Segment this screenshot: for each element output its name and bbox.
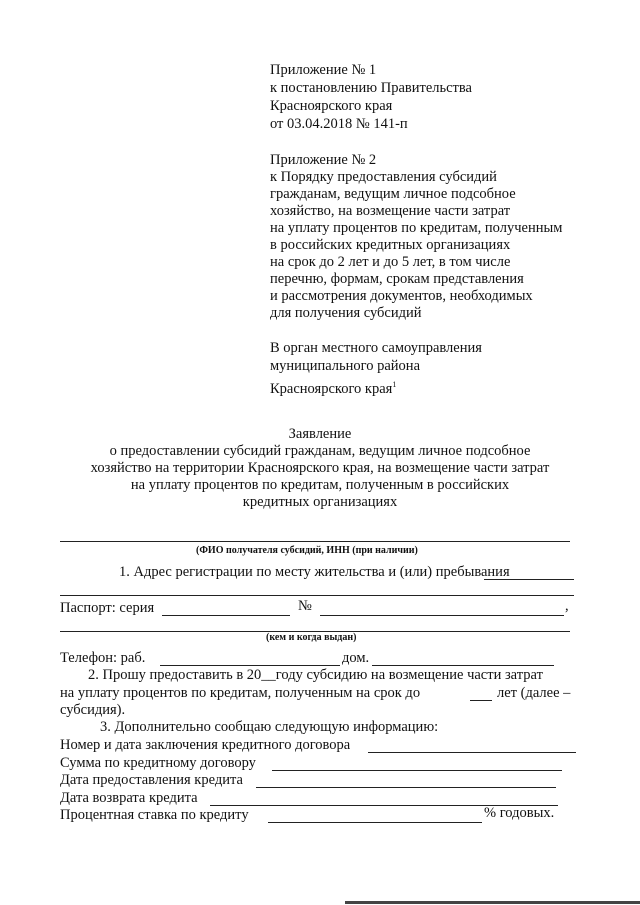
rate-field[interactable] [268, 822, 482, 823]
addressee-line: В орган местного самоуправления [270, 340, 482, 356]
statement-subtitle: на уплату процентов по кредитам, полученным в российских [130, 477, 510, 493]
appendix-1-region: Красноярского края [270, 98, 393, 114]
statement-subtitle: хозяйство на территории Красноярского края, на возмещение части затрат [90, 460, 550, 476]
fio-caption: (ФИО получателя субсидий, ИНН (при наличии) [196, 545, 418, 556]
appendix-2-line: перечню, формам, срокам представления [270, 271, 524, 287]
term-years-field[interactable] [470, 700, 492, 701]
phone-work-field[interactable] [160, 665, 340, 666]
statement-subtitle: о предоставлении субсидий гражданам, ведущим личное подсобное [109, 443, 531, 459]
phone-work-label: Телефон: раб. [60, 650, 146, 666]
rate-label: Процентная ставка по кредиту [60, 807, 249, 823]
appendix-2-line: для получения субсидий [270, 305, 422, 321]
appendix-1-title: Приложение № 1 [270, 62, 377, 78]
request-line: на уплату процентов по кредитам, полученным на срок до [60, 685, 421, 701]
appendix-1-date: от 03.04.2018 № 141-п [270, 116, 408, 132]
passport-number-label: № [298, 598, 312, 614]
issued-caption: (кем и когда выдан) [266, 632, 357, 643]
appendix-2-line: в российских кредитных организациях [270, 237, 511, 253]
appendix-2-line: на уплату процентов по кредитам, полученным [270, 220, 563, 236]
addressee-line: Красноярского края$^1$ [270, 380, 397, 397]
appendix-2-line: Приложение № 2 [270, 152, 377, 168]
appendix-2-line: хозяйство, на возмещение части затрат [270, 203, 511, 219]
appendix-2-line: гражданам, ведущим личное подсобное [270, 186, 516, 202]
statement-subtitle: кредитных организациях [242, 494, 398, 510]
footnote-mark: 1 [392, 380, 397, 389]
amount-label: Сумма по кредитному договору [60, 755, 256, 771]
rate-suffix: % годовых. [484, 805, 555, 821]
appendix-2-line: на срок до 2 лет и до 5 лет, в том числе [270, 254, 511, 270]
passport-series-field[interactable] [162, 615, 290, 616]
issue-date-field[interactable] [256, 787, 556, 788]
contract-label: Номер и дата заключения кредитного договора [60, 737, 351, 753]
request-line: 2. Прошу предоставить в 20__году субсидию на возмещение части затрат [88, 667, 543, 683]
address-field-line[interactable] [484, 579, 574, 580]
address-field-line-2[interactable] [60, 595, 574, 596]
scan-edge-artifact [345, 901, 640, 904]
info-label: 3. Дополнительно сообщаю следующую информацию: [100, 719, 439, 735]
passport-comma: , [565, 598, 569, 614]
request-line: лет (далее – [497, 685, 571, 701]
return-date-label: Дата возврата кредита [60, 790, 198, 806]
amount-field[interactable] [272, 770, 562, 771]
address-label: 1. Адрес регистрации по месту жительства и (или) пребывания [119, 564, 510, 580]
statement-title: Заявление [288, 426, 352, 442]
request-line: субсидия). [60, 702, 126, 718]
contract-field[interactable] [368, 752, 576, 753]
phone-home-field[interactable] [372, 665, 554, 666]
appendix-1-ref: к постановлению Правительства [270, 80, 472, 96]
issue-date-label: Дата предоставления кредита [60, 772, 243, 788]
passport-number-field[interactable] [320, 615, 564, 616]
appendix-2-line: к Порядку предоставления субсидий [270, 169, 497, 185]
phone-home-label: дом. [342, 650, 370, 666]
appendix-2-line: и рассмотрения документов, необходимых [270, 288, 533, 304]
passport-series-label: Паспорт: серия [60, 600, 155, 616]
fio-field-line[interactable] [60, 541, 570, 542]
addressee-line: муниципального района [270, 358, 420, 374]
